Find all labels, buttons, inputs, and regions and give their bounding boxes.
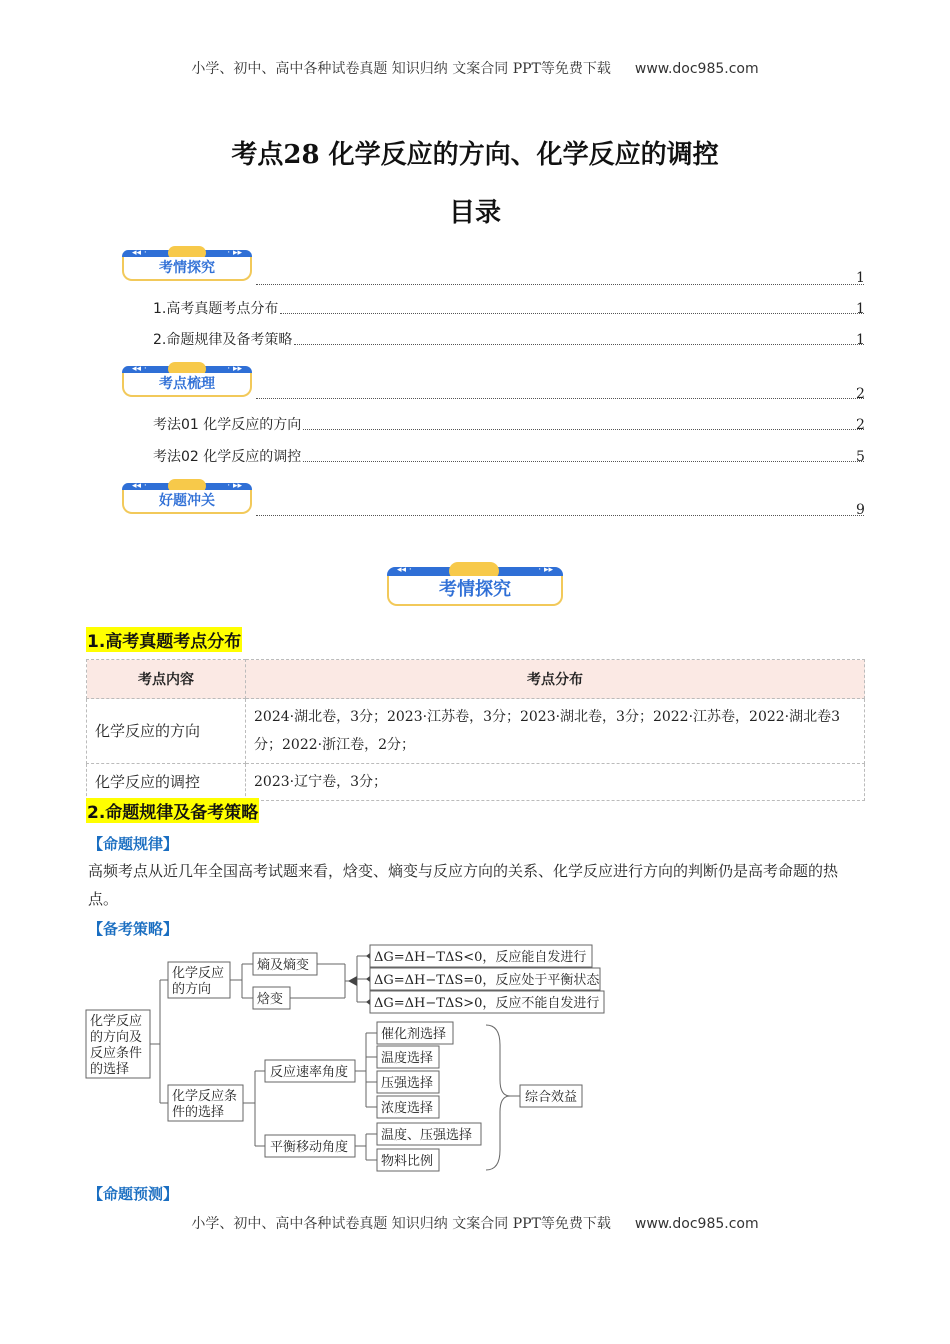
- diagram-label: 反应条件: [90, 1046, 143, 1061]
- header-text: 小学、初中、高中各种试卷真题 知识归纳 文案合同 PPT等免费下载: [191, 61, 611, 77]
- diagram-label: ΔG=ΔH−TΔS>0，反应不能自发进行: [374, 996, 600, 1011]
- diagram-label: 浓度选择: [381, 1101, 434, 1116]
- table-cell: 2024·湖北卷，3分；2023·江苏卷，3分；2023·湖北卷，3分；2022·江苏卷，2022·湖北卷3分；2022·浙江卷，2分；: [246, 699, 865, 764]
- toc-page: 9: [856, 502, 865, 518]
- toc-badge-2-label: 考点梳理: [122, 373, 252, 397]
- predict-tag: 【命题预测】: [88, 1185, 179, 1203]
- footer-text: 小学、初中、高中各种试卷真题 知识归纳 文案合同 PPT等免费下载: [191, 1216, 611, 1232]
- toc-badge-1-label: 考情探究: [122, 257, 252, 281]
- toc-item-label: 考法02 化学反应的调控: [153, 446, 303, 466]
- toc-page: 2: [856, 417, 865, 433]
- toc-item-label: 1.高考真题考点分布: [153, 298, 280, 318]
- diagram-label: 压强选择: [381, 1076, 434, 1091]
- table-cell: 化学反应的调控: [87, 764, 246, 801]
- rule-tag: 【命题规律】: [88, 835, 179, 853]
- table-cell: 2023·辽宁卷，3分；: [246, 764, 865, 801]
- diagram-label: ΔG=ΔH−TΔS=0，反应处于平衡状态: [374, 973, 600, 988]
- toc-badge-3-label: 好题冲关: [122, 490, 252, 514]
- diagram-label: 催化剂选择: [381, 1027, 447, 1042]
- diagram-label: 化学反应条: [172, 1089, 238, 1104]
- toc-title: 目录: [448, 198, 501, 228]
- section-badge-label: 考情探究: [387, 576, 563, 606]
- page-footer: [0, 1213, 950, 1233]
- diagram-label: 综合效益: [525, 1090, 578, 1105]
- diagram-label: 的方向及: [90, 1030, 143, 1045]
- section2-heading: 2.命题规律及备考策略: [86, 798, 259, 823]
- diagram-label: 的方向: [172, 982, 212, 997]
- toc-page: 1: [856, 332, 865, 348]
- diagram-label: 温度、压强选择: [381, 1128, 473, 1143]
- diagram-label: 熵及熵变: [257, 958, 310, 973]
- diagram-label: 化学反应: [90, 1014, 143, 1029]
- toc-item-label: 2.命题规律及备考策略: [153, 329, 294, 349]
- diagram-label: 的选择: [90, 1062, 130, 1077]
- toc-page: 1: [856, 301, 865, 317]
- section1-heading: 1.高考真题考点分布: [86, 627, 242, 652]
- diagram-label: ΔG=ΔH−TΔS<0，反应能自发进行: [374, 950, 587, 965]
- rule-text: 高频考点从近几年全国高考试题来看，焓变、熵变与反应方向的关系、化学反应进行方向的判断仍是高考命题的热点。: [88, 862, 839, 908]
- diagram-label: 焓变: [257, 992, 284, 1007]
- table-cell: 化学反应的方向: [87, 699, 246, 764]
- table-header: 考点内容: [87, 660, 246, 699]
- strategy-tag: 【备考策略】: [88, 920, 179, 938]
- diagram-label: 平衡移动角度: [270, 1140, 349, 1155]
- diagram-label: 温度选择: [381, 1051, 434, 1066]
- diagram-label: 件的选择: [172, 1105, 225, 1120]
- diagram-label: 物料比例: [381, 1154, 434, 1169]
- table-header: 考点分布: [246, 660, 865, 699]
- toc-page: 5: [856, 449, 865, 465]
- diagram-label: 化学反应: [172, 966, 225, 981]
- diagram-label: 反应速率角度: [270, 1065, 349, 1080]
- toc-page: 1: [856, 270, 865, 286]
- page-title: 考点28 化学反应的方向、化学反应的调控: [231, 140, 719, 170]
- toc-item-label: 考法01 化学反应的方向: [153, 414, 303, 434]
- toc-page: 2: [856, 386, 865, 402]
- footer-url[interactable]: www.doc985.com: [634, 1216, 759, 1232]
- header-url[interactable]: www.doc985.com: [634, 61, 759, 77]
